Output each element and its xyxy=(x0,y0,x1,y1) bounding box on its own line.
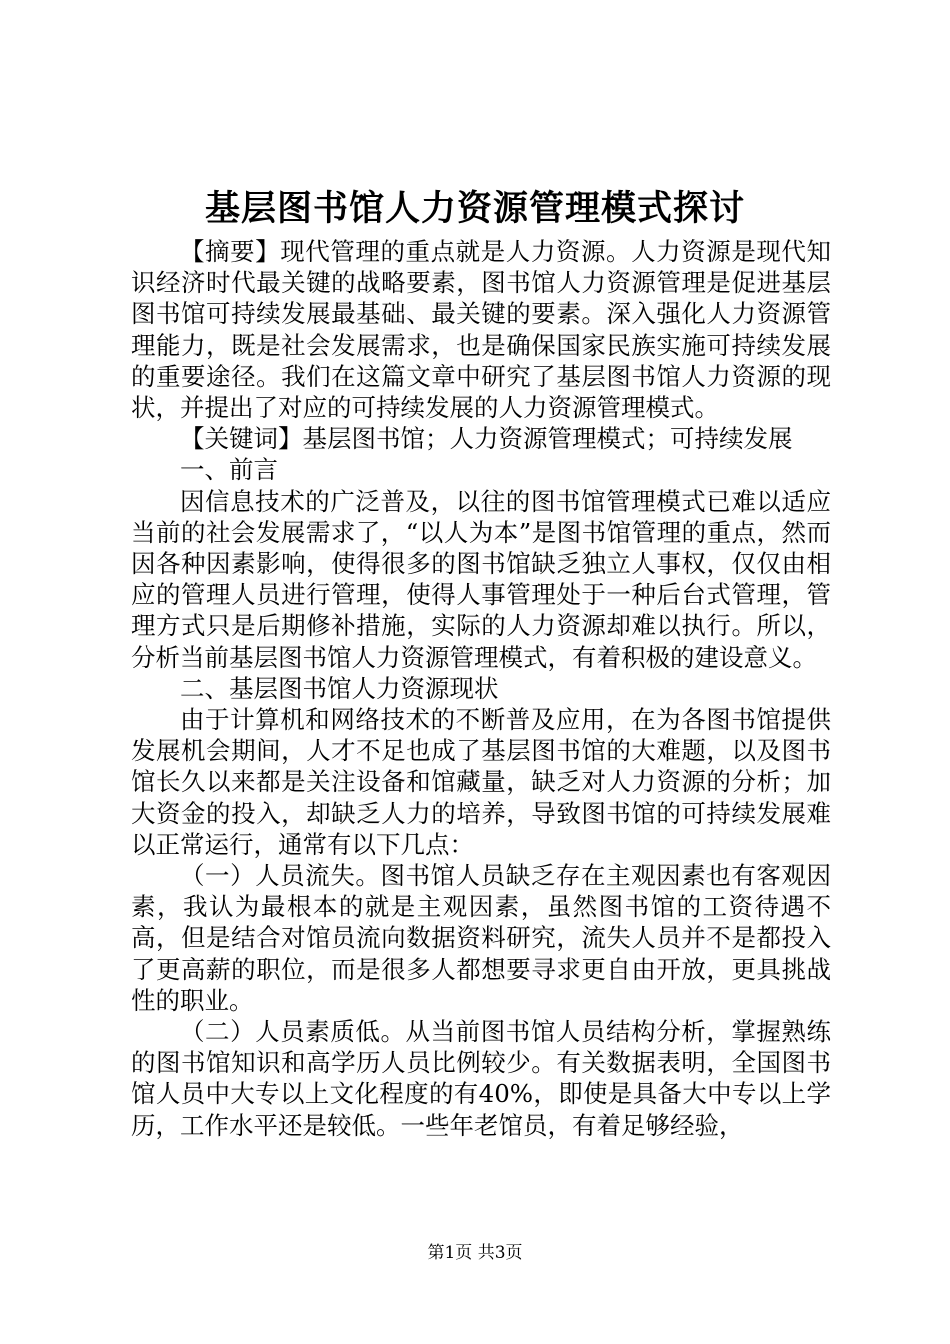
document-body xyxy=(131,236,831,1141)
page-footer xyxy=(0,1241,950,1265)
abstract-paragraph: 【摘要】现代管理的重点就是人力资源。人力资源是现代知识经济时代最关键的战略要素，图书馆人力资源管理是促进基层图书馆可持续发展最基础、最关键的要素。深入强化人力资源管理能力，既是社会发展需求，也是确保国家民族实施可持续发展的重要途径。我们在这篇文章中研究了基层图书馆人力资源的现状，并提出了对应的可持续发展的人力资源管理模式。 xyxy=(131,237,831,423)
status-paragraph: 由于计算机和网络技术的不断普及应用，在为各图书馆提供发展机会期间，人才不足也成了基层图书馆的大难题，以及图书馆长久以来都是关注设备和馆藏量，缺乏对人力资源的分析；加大资金的投入，却缺乏人力的培养，导致图书馆的可持续发展难以正常运行，通常有以下几点： xyxy=(131,705,831,859)
subsection-staff-loss: （一）人员流失。图书馆人员缺乏存在主观因素也有客观因素，我认为最根本的就是主观因素，虽然图书馆的工资待遇不高，但是结合对馆员流向数据资料研究，流失人员并不是都投入了更高薪的职位，而是很多人都想要寻求更自由开放，更具挑战性的职业。 xyxy=(131,861,831,1015)
keywords-paragraph: 【关键词】基层图书馆；人力资源管理模式；可持续发展 xyxy=(180,424,793,454)
page-number: 第1页 共3页 xyxy=(427,1243,523,1263)
document-title: 基层图书馆人力资源管理模式探讨 xyxy=(204,188,745,229)
subsection-staff-quality: （二）人员素质低。从当前图书馆人员结构分析，掌握熟练的图书馆知识和高学历人员比例较少。有关数据表明，全国图书馆人员中大专以上文化程度的有40%，即使是具备大中专以上学历，工作水平还是较低。一些年老馆员，有着足够经验， xyxy=(131,1017,831,1140)
section-heading-status: 二、基层图书馆人力资源现状 xyxy=(180,673,499,703)
preface-paragraph: 因信息技术的广泛普及，以往的图书馆管理模式已难以适应当前的社会发展需求了，“以人为本”是图书馆管理的重点，然而因各种因素影响，使得很多的图书馆缺乏独立人事权，仅仅由相应的管理人员进行管理，使得人事管理处于一种后台式管理，管理方式只是后期修补措施，实际的人力资源却难以执行。所以，分析当前基层图书馆人力资源管理模式，有着积极的建设意义。 xyxy=(131,486,831,672)
section-heading-preface: 一、前言 xyxy=(180,455,278,485)
